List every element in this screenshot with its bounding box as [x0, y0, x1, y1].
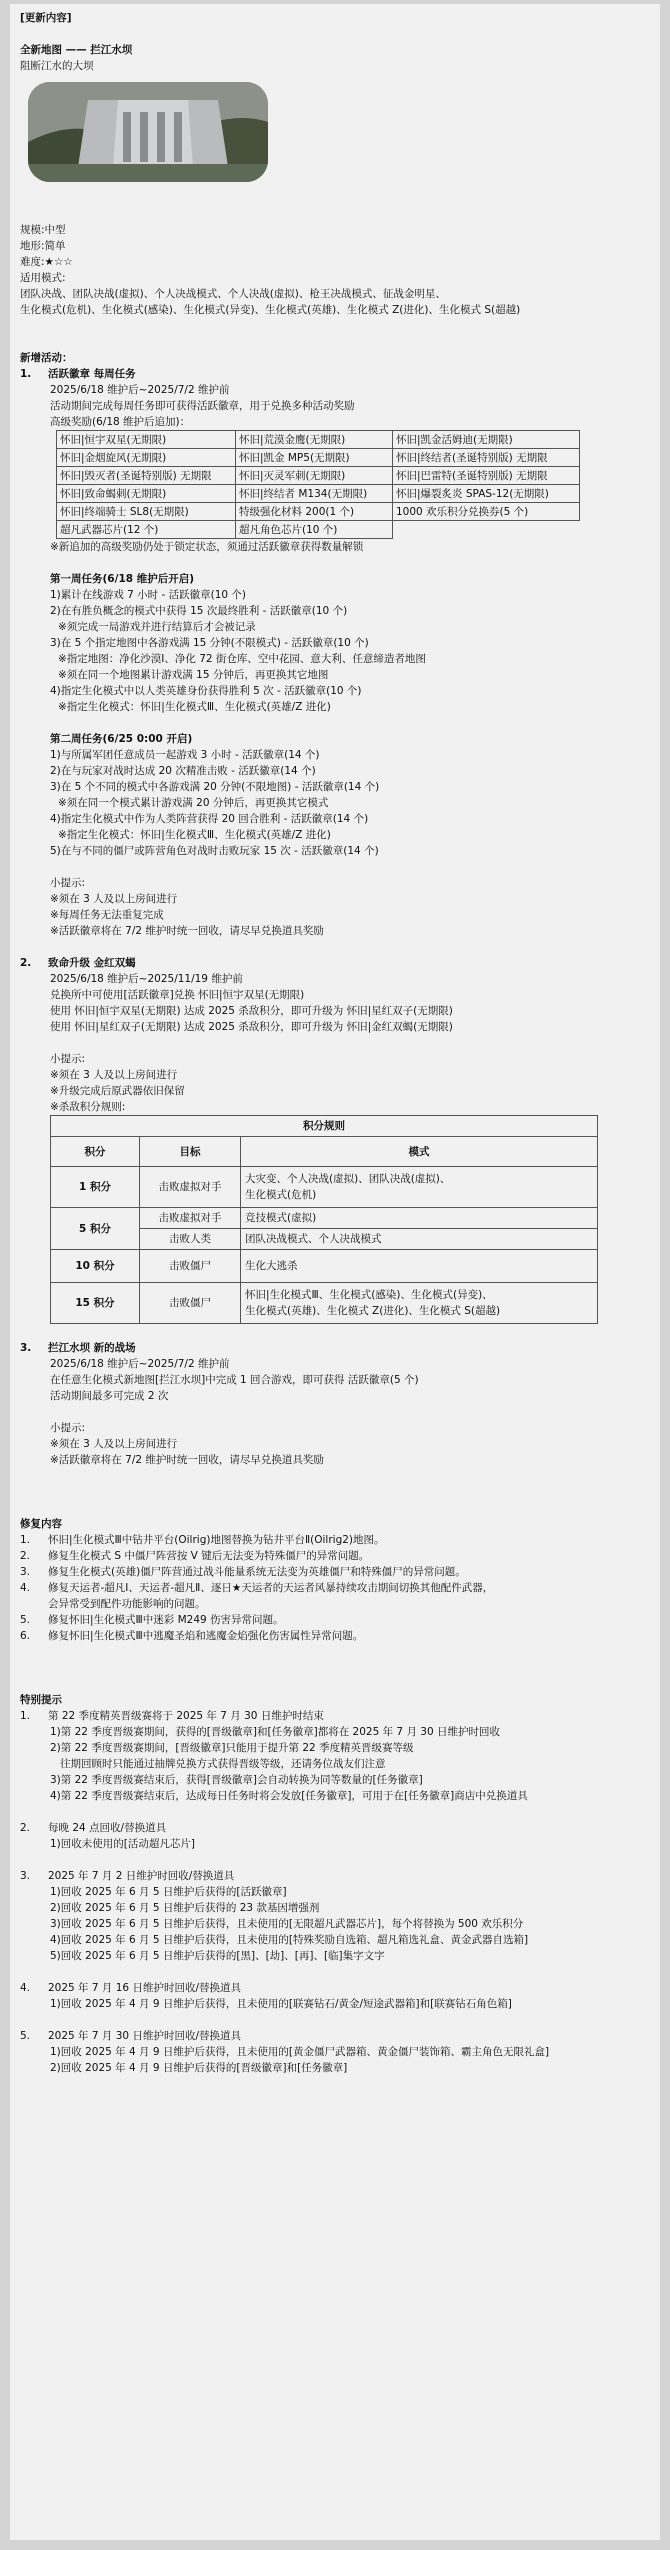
task-note: ※指定地图：净化沙漠Ⅰ、净化 72 街仓库、空中花园、意大利、任意缔造者地图	[58, 653, 426, 665]
table-row	[57, 521, 580, 539]
reward-cell: 怀旧|巴雷特(圣诞特别版) 无期限	[393, 467, 580, 485]
week2-title: 第二周任务(6/25 0:00 开启)	[50, 733, 193, 745]
activity-heading	[20, 955, 650, 971]
score-header: 目标	[140, 1137, 241, 1167]
score-target: 击败僵尸	[140, 1250, 241, 1283]
reward-cell: 怀旧|终结者(圣诞特别版) 无期限	[393, 449, 580, 467]
mode-line: 生化模式(危机)	[245, 1189, 317, 1201]
notice-heading-text: 2025 年 7 月 16 日维护时回收/替换道具	[48, 1982, 241, 1994]
reward-cell: 怀旧|毁灭者(圣诞特别版) 无期限	[57, 467, 236, 485]
task-line: 3)在 5 个指定地图中各游戏满 15 分钟(不限模式) - 活跃徽章(10 个)	[50, 637, 369, 649]
table-row	[51, 1250, 598, 1283]
new-activities-title: 新增活动：	[20, 352, 73, 364]
activity-period: 2025/6/18 维护后~2025/7/2 维护前	[50, 384, 230, 396]
reward-cell: 1000 欢乐积分兑换券(5 个)	[393, 503, 580, 521]
reward-table	[56, 430, 580, 539]
reward-note: ※新追加的高级奖励仍处于锁定状态，须通过活跃徽章获得数量解锁	[50, 541, 364, 553]
tip-line: ※杀敌积分规则:	[50, 1101, 126, 1113]
tip-line: ※升级完成后原武器依旧保留	[50, 1085, 185, 1097]
mode-line: 大灾变、个人决战(虚拟)、团队决战(虚拟)、	[245, 1173, 451, 1185]
activity-desc: 使用 怀旧|星红双子(无期限) 达成 2025 杀敌积分，即可升级为 怀旧|金红双蝎(无期限)	[50, 1021, 453, 1033]
tips-title: 小提示:	[50, 877, 86, 889]
dam-map-image	[28, 82, 268, 182]
activity-title: 致命升级 金红双蝎	[48, 957, 136, 969]
fix-text: 修复生化模式 S 中僵尸阵营按 V 键后无法变为特殊僵尸的异常问题。	[48, 1550, 370, 1562]
score-target: 击败僵尸	[140, 1283, 241, 1324]
reward-label: 高级奖励(6/18 维护后追加)：	[50, 416, 191, 428]
reward-cell: 怀旧|爆裂炙炎 SPAS-12(无期限)	[393, 485, 580, 503]
table-row	[51, 1283, 598, 1324]
reward-cell: 超凡角色芯片(10 个)	[236, 521, 393, 539]
notice-line: 1)回收 2025 年 4 月 9 日维护后获得，且未使用的[联赛钻石/黄金/短途武器箱]和[联赛钻石角色箱]	[50, 1998, 512, 2010]
task-line: 2)在有胜负概念的模式中获得 15 次最终胜利 - 活跃徽章(10 个)	[50, 605, 348, 617]
table-row	[57, 431, 580, 449]
activity-desc: 在任意生化模式新地图[拦江水坝]中完成 1 回合游戏，即可获得 活跃徽章(5 个)	[50, 1374, 419, 1386]
reward-cell: 怀旧|恒宇双星(无期限)	[57, 431, 236, 449]
task-note: ※须在同一个模式累计游戏满 20 分钟后，再更换其它模式	[58, 797, 329, 809]
score-value: 5 积分	[51, 1208, 140, 1250]
tip-line: ※须在 3 人及以上房间进行	[50, 1438, 178, 1450]
score-header: 积分	[51, 1137, 140, 1167]
notice-heading: 5. 2025 年 7 月 30 日维护时回收/替换道具	[20, 2030, 241, 2042]
notice-heading-text: 2025 年 7 月 2 日维护时回收/替换道具	[48, 1870, 235, 1882]
table-row	[51, 1208, 598, 1229]
activity-period: 2025/6/18 维护后~2025/11/19 维护前	[50, 973, 243, 985]
notice-line: 4)第 22 季度晋级赛结束后，达成每日任务时将会发放[任务徽章]，可用于在[任务徽章]商店中兑换道具	[50, 1790, 528, 1802]
notice-heading-text: 2025 年 7 月 30 日维护时回收/替换道具	[48, 2030, 241, 2042]
map-modes-label: 适用模式:	[20, 272, 66, 284]
score-target: 击败虚拟对手	[140, 1208, 241, 1229]
tip-line: ※活跃徽章将在 7/2 维护时统一回收，请尽早兑换道具奖励	[50, 925, 324, 937]
fix-continuation: 会异常受到配件功能影响的问题。	[48, 1598, 206, 1610]
mode-line: 竞技模式(虚拟)	[241, 1208, 598, 1229]
score-value: 15 积分	[51, 1283, 140, 1324]
score-value: 1 积分	[51, 1167, 140, 1208]
reward-cell: 怀旧|致命蝎刺(无期限)	[57, 485, 236, 503]
reward-cell: 怀旧|金烟旋风(无期限)	[57, 449, 236, 467]
reward-cell: 怀旧|凯金 MP5(无期限)	[236, 449, 393, 467]
activity-desc: 兑换所中可使用[活跃徽章]兑换 怀旧|恒宇双星(无期限)	[50, 989, 305, 1001]
fixes-title: 修复内容	[20, 1518, 62, 1530]
activity-period: 2025/6/18 维护后~2025/7/2 维护前	[50, 1358, 230, 1370]
list-item: 2. 修复生化模式 S 中僵尸阵营按 V 键后无法变为特殊僵尸的异常问题。	[20, 1550, 370, 1562]
score-modes	[241, 1283, 598, 1324]
activity-desc: 使用 怀旧|恒宇双星(无期限) 达成 2025 杀敌积分，即可升级为 怀旧|星红双子(无期限)	[50, 1005, 453, 1017]
activity-heading	[20, 1340, 650, 1356]
reward-cell: 怀旧|终端骑士 SL8(无期限)	[57, 503, 236, 521]
task-note: ※须在同一个地图累计游戏满 15 分钟后，再更换其它地图	[58, 669, 329, 681]
reward-cell: 怀旧|凯金活姆迪(无期限)	[393, 431, 580, 449]
notice-heading-text: 每晚 24 点回收/替换道具	[48, 1822, 167, 1834]
notice-line: 4)回收 2025 年 6 月 5 日维护后获得，且未使用的[特殊奖励自选箱、超凡箱选礼盒、黄金武器自选箱]	[50, 1934, 529, 1946]
notice-line: 2)第 22 季度晋级赛期间，[晋级徽章]只能用于提升第 22 季度精英晋级赛等级	[50, 1742, 414, 1754]
activity-title: 拦江水坝 新的战场	[48, 1342, 136, 1354]
tip-line: ※须在 3 人及以上房间进行	[50, 893, 178, 905]
task-note: ※须完成一局游戏并进行结算后才会被记录	[58, 621, 256, 633]
list-item: 4. 修复天运者-超凡Ⅰ、天运者-超凡Ⅱ、逐日★天运者的天运者风暴持续攻击期间切换其他配件武器，	[20, 1582, 494, 1594]
tip-line: ※活跃徽章将在 7/2 维护时统一回收，请尽早兑换道具奖励	[50, 1454, 324, 1466]
mode-line: 生化大逃杀	[241, 1250, 598, 1283]
map-terrain: 地形:简单	[20, 240, 66, 252]
reward-cell: 特级强化材料 200(1 个)	[236, 503, 393, 521]
notice-line: 1)回收 2025 年 4 月 9 日维护后获得，且未使用的[黄金僵尸武器箱、黄金僵尸装饰箱、霸主角色无限礼盒]	[50, 2046, 550, 2058]
score-target: 击败虚拟对手	[140, 1167, 241, 1208]
notice-page	[10, 4, 660, 2540]
task-line: 4)指定生化模式中作为人类阵营获得 20 回合胜利 - 活跃徽章(14 个)	[50, 813, 369, 825]
notice-line: 3)第 22 季度晋级赛结束后，获得[晋级徽章]会自动转换为同等数量的[任务徽章]	[50, 1774, 423, 1786]
activity-number: 1.	[20, 368, 32, 380]
notice-heading: 1. 第 22 季度精英晋级赛将于 2025 年 7 月 30 日维护时结束	[20, 1710, 324, 1722]
activity-desc: 活动期间完成每周任务即可获得活跃徽章，用于兑换多种活动奖励	[50, 400, 355, 412]
map-modes-line: 生化模式(危机)、生化模式(感染)、生化模式(异变)、生化模式(英雄)、生化模式 Z(进化)、生化模式 S(超越)	[20, 304, 521, 316]
activity-heading	[20, 366, 650, 382]
fix-text: 修复怀旧|生化模式Ⅲ中迷彩 M249 伤害异常问题。	[48, 1614, 284, 1626]
table-row	[57, 485, 580, 503]
reward-cell: 怀旧|灭灵军刺(无期限)	[236, 467, 393, 485]
notice-heading-text: 第 22 季度精英晋级赛将于 2025 年 7 月 30 日维护时结束	[48, 1710, 324, 1722]
score-target: 击败人类	[140, 1229, 241, 1250]
notice-heading: 2. 每晚 24 点回收/替换道具	[20, 1822, 167, 1834]
tip-line: ※每周任务无法重复完成	[50, 909, 164, 921]
tips-title: 小提示:	[50, 1422, 86, 1434]
score-header: 模式	[241, 1137, 598, 1167]
notice-line: 1)第 22 季度晋级赛期间，获得的[晋级徽章]和[任务徽章]都将在 2025 年 7 月 30 日维护时回收	[50, 1726, 500, 1738]
table-row	[57, 449, 580, 467]
list-item: 3. 修复生化模式(英雄)僵尸阵营通过战斗能量系统无法变为英雄僵尸和特殊僵尸的异常问题。	[20, 1566, 466, 1578]
map-scale: 规模:中型	[20, 224, 66, 236]
task-note: ※指定生化模式：怀旧|生化模式Ⅲ、生化模式(英雄/Z 进化)	[58, 829, 331, 841]
mode-line: 生化模式(英雄)、生化模式 Z(进化)、生化模式 S(超越)	[245, 1305, 501, 1317]
notice-heading: 4. 2025 年 7 月 16 日维护时回收/替换道具	[20, 1982, 241, 1994]
task-line: 3)在 5 个不同的模式中各游戏满 20 分钟(不限地图) - 活跃徽章(14 个)	[50, 781, 380, 793]
task-line: 4)指定生化模式中以人类英雄身份获得胜利 5 次 - 活跃徽章(10 个)	[50, 685, 362, 697]
notice-heading: 3. 2025 年 7 月 2 日维护时回收/替换道具	[20, 1870, 235, 1882]
new-map-title: 全新地图 —— 拦江水坝	[20, 44, 133, 56]
activity-number: 3.	[20, 1342, 32, 1354]
fix-text: 怀旧|生化模式Ⅲ中钻井平台(Oilrig)地图替换为钻井平台Ⅱ(Oilrig2)地图。	[48, 1534, 385, 1546]
score-table	[50, 1115, 598, 1324]
update-header: [更新内容]	[20, 12, 72, 24]
notice-line: 1)回收 2025 年 6 月 5 日维护后获得的[活跃徽章]	[50, 1886, 287, 1898]
score-value: 10 积分	[51, 1250, 140, 1283]
task-note: ※指定生化模式：怀旧|生化模式Ⅲ、生化模式(英雄/Z 进化)	[58, 701, 331, 713]
tips-title: 小提示:	[50, 1053, 86, 1065]
map-difficulty: 难度:★☆☆	[20, 256, 73, 268]
notice-line: 2)回收 2025 年 4 月 9 日维护后获得的[晋级徽章]和[任务徽章]	[50, 2062, 348, 2074]
reward-cell	[393, 521, 580, 539]
task-line: 1)累计在线游戏 7 小时 - 活跃徽章(10 个)	[50, 589, 246, 601]
notice-line: 2)回收 2025 年 6 月 5 日维护后获得的 23 款基因增强剂	[50, 1902, 320, 1914]
reward-cell: 怀旧|荒漠金鹰(无期限)	[236, 431, 393, 449]
notice-line: 3)回收 2025 年 6 月 5 日维护后获得，且未使用的[无限超凡武器芯片]，每个将替换为 500 欢乐积分	[50, 1918, 524, 1930]
fix-text: 修复天运者-超凡Ⅰ、天运者-超凡Ⅱ、逐日★天运者的天运者风暴持续攻击期间切换其他配件武器，	[48, 1582, 494, 1594]
task-line: 2)在与玩家对战时达成 20 次精准击败 - 活跃徽章(14 个)	[50, 765, 316, 777]
mode-line: 团队决战模式、个人决战模式	[241, 1229, 598, 1250]
fix-text: 修复怀旧|生化模式Ⅲ中逃魔圣焰和逃魔金焰强化伤害属性异常问题。	[48, 1630, 364, 1642]
week1-title: 第一周任务(6/18 维护后开启)	[50, 573, 195, 585]
notice-title: 特别提示	[20, 1694, 62, 1706]
reward-cell: 怀旧|终结者 M134(无期限)	[236, 485, 393, 503]
task-line: 1)与所属军团任意成员一起游戏 3 小时 - 活跃徽章(14 个)	[50, 749, 320, 761]
table-row	[51, 1167, 598, 1208]
notice-line: 5)回收 2025 年 6 月 5 日维护后获得的[黑]、[劫]、[再]、[临]集字文字	[50, 1950, 385, 1962]
map-modes-line: 团队决战、团队决战(虚拟)、个人决战模式、个人决战(虚拟)、枪王决战模式、征战金明星、	[20, 288, 446, 300]
list-item: 5. 修复怀旧|生化模式Ⅲ中迷彩 M249 伤害异常问题。	[20, 1614, 284, 1626]
new-map-subtitle: 阻断江水的大坝	[20, 60, 94, 72]
activity-number: 2.	[20, 957, 32, 969]
score-table-title: 积分规则	[51, 1116, 598, 1137]
mode-line: 怀旧|生化模式Ⅲ、生化模式(感染)、生化模式(异变)、	[245, 1289, 493, 1301]
dam-illustration	[28, 82, 268, 182]
reward-cell: 超凡武器芯片(12 个)	[57, 521, 236, 539]
activity-title: 活跃徽章 每周任务	[48, 368, 136, 380]
fix-text: 修复生化模式(英雄)僵尸阵营通过战斗能量系统无法变为英雄僵尸和特殊僵尸的异常问题。	[48, 1566, 466, 1578]
list-item: 1. 怀旧|生化模式Ⅲ中钻井平台(Oilrig)地图替换为钻井平台Ⅱ(Oilrig2)地图。	[20, 1534, 385, 1546]
table-row	[57, 467, 580, 485]
score-modes	[241, 1167, 598, 1208]
notice-line: 往期回顾时只能通过抽牌兑换方式获得晋级等级，还请务位战友们注意	[60, 1758, 386, 1770]
activity-desc: 活动期间最多可完成 2 次	[50, 1390, 169, 1402]
tip-line: ※须在 3 人及以上房间进行	[50, 1069, 178, 1081]
task-line: 5)在与不同的僵尸或阵营角色对战时击败玩家 15 次 - 活跃徽章(14 个)	[50, 845, 379, 857]
table-row	[57, 503, 580, 521]
list-item: 6. 修复怀旧|生化模式Ⅲ中逃魔圣焰和逃魔金焰强化伤害属性异常问题。	[20, 1630, 364, 1642]
notice-line: 1)回收未使用的[活动超凡芯片]	[50, 1838, 195, 1850]
